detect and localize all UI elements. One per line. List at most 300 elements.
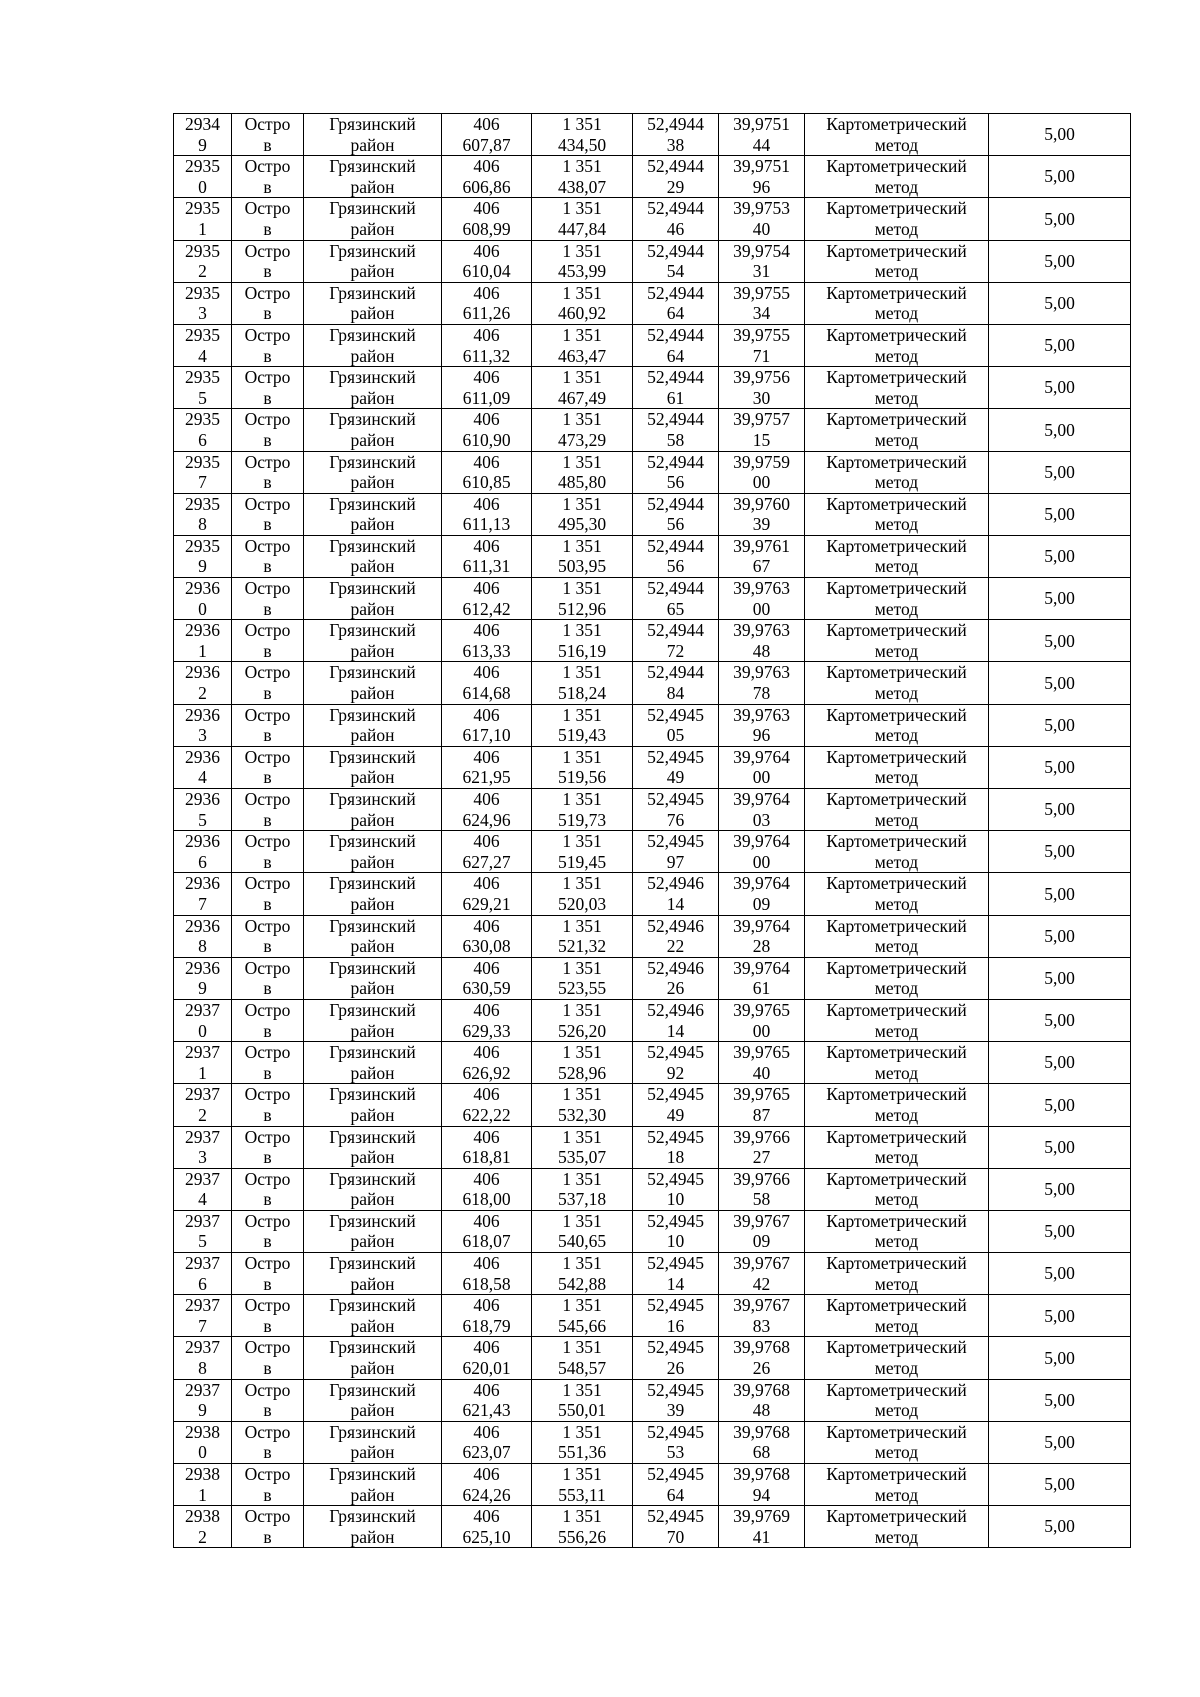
latitude-cell-line-1: 52,4945 xyxy=(647,1084,704,1105)
district-cell-line-2: район xyxy=(350,1400,395,1421)
district-cell xyxy=(304,282,442,324)
point-number-cell-line-2: 9 xyxy=(198,978,207,999)
district-cell-line-1: Грязинский xyxy=(329,535,416,556)
district-cell-line-1: Грязинский xyxy=(329,704,416,725)
longitude-cell-line-1: 39,9763 xyxy=(733,662,790,683)
coord-y-cell-line-1: 1 351 xyxy=(562,114,602,134)
district-cell xyxy=(304,1253,442,1295)
object-type-cell xyxy=(232,1084,304,1126)
point-number-cell-line-1: 2935 xyxy=(185,282,220,303)
point-number-cell xyxy=(174,1084,232,1126)
district-cell xyxy=(304,1168,442,1210)
point-number-cell xyxy=(174,198,232,240)
latitude-cell xyxy=(633,1421,719,1463)
object-type-cell-line-2: в xyxy=(263,936,272,957)
latitude-cell-line-2: 61 xyxy=(666,387,685,408)
object-type-cell xyxy=(232,1421,304,1463)
latitude-cell-line-2: 05 xyxy=(666,725,685,746)
coord-x-cell-line-2: 626,92 xyxy=(462,1062,511,1083)
latitude-cell xyxy=(633,578,719,620)
point-number-cell-line-1: 2936 xyxy=(185,746,220,767)
longitude-cell xyxy=(719,1379,805,1421)
latitude-cell-line-1: 52,4944 xyxy=(647,367,704,388)
coord-x-cell-line-1: 406 xyxy=(473,1126,500,1147)
accuracy-cell: 5,00 xyxy=(989,578,1131,620)
point-number-cell-line-2: 6 xyxy=(198,1273,207,1294)
district-cell xyxy=(304,240,442,282)
point-number-cell-line-2: 7 xyxy=(198,1315,207,1336)
point-number-cell-line-2: 0 xyxy=(198,1442,207,1463)
method-cell-line-1: Картометрический xyxy=(826,1295,967,1316)
coord-y-cell-line-2: 495,30 xyxy=(557,514,607,535)
coord-x-cell-line-1: 406 xyxy=(473,704,500,725)
point-number-cell xyxy=(174,1168,232,1210)
latitude-cell-line-2: 58 xyxy=(666,429,685,450)
method-cell-line-2: метод xyxy=(874,1315,919,1336)
latitude-cell-line-2: 39 xyxy=(666,1400,685,1421)
point-number-cell-line-2: 4 xyxy=(198,1189,207,1210)
object-type-cell-line-1: Остро xyxy=(244,409,291,430)
longitude-cell-line-2: 96 xyxy=(752,176,771,197)
latitude-cell-line-1: 52,4944 xyxy=(647,156,704,177)
district-cell xyxy=(304,1126,442,1168)
method-cell-line-2: метод xyxy=(874,1020,919,1041)
accuracy-cell: 5,00 xyxy=(989,957,1131,999)
latitude-cell-line-2: 64 xyxy=(666,303,685,324)
coord-y-cell-line-2: 523,55 xyxy=(557,978,607,999)
district-cell-line-2: район xyxy=(350,218,395,239)
coord-y-cell xyxy=(532,240,633,282)
district-cell-line-1: Грязинский xyxy=(329,1210,416,1231)
latitude-cell-line-2: 46 xyxy=(666,218,685,239)
coord-x-cell-line-2: 624,26 xyxy=(462,1484,511,1505)
longitude-cell-line-2: 15 xyxy=(752,429,771,450)
longitude-cell-line-1: 39,9760 xyxy=(733,493,790,514)
latitude-cell-line-2: 56 xyxy=(666,556,685,577)
longitude-cell-line-2: 28 xyxy=(752,936,771,957)
accuracy-cell: 5,00 xyxy=(989,1126,1131,1168)
longitude-cell xyxy=(719,324,805,366)
district-cell xyxy=(304,1210,442,1252)
accuracy-cell: 5,00 xyxy=(989,1464,1131,1506)
accuracy-cell: 5,00 xyxy=(989,662,1131,704)
point-number-cell-line-2: 3 xyxy=(198,725,207,746)
accuracy-cell: 5,00 xyxy=(989,789,1131,831)
method-cell-line-2: метод xyxy=(874,1358,919,1379)
coord-y-cell xyxy=(532,1295,633,1337)
coord-x-cell-line-2: 611,09 xyxy=(462,387,511,408)
method-cell-line-1: Картометрический xyxy=(826,662,967,683)
coord-y-cell xyxy=(532,873,633,915)
method-cell-line-2: метод xyxy=(874,725,919,746)
coord-y-cell xyxy=(532,1084,633,1126)
point-number-cell-line-2: 9 xyxy=(198,134,207,155)
district-cell-line-1: Грязинский xyxy=(329,367,416,388)
latitude-cell-line-1: 52,4946 xyxy=(647,915,704,936)
coord-y-cell xyxy=(532,409,633,451)
point-number-cell xyxy=(174,1210,232,1252)
latitude-cell-line-1: 52,4945 xyxy=(647,1253,704,1274)
object-type-cell xyxy=(232,1506,304,1548)
coord-x-cell xyxy=(442,1421,532,1463)
longitude-cell-line-1: 39,9768 xyxy=(733,1379,790,1400)
coord-y-cell-line-1: 1 351 xyxy=(562,1379,602,1400)
coord-x-cell xyxy=(442,831,532,873)
point-number-cell-line-1: 2936 xyxy=(185,578,220,599)
coord-y-cell xyxy=(532,620,633,662)
point-number-cell-line-1: 2935 xyxy=(185,451,220,472)
method-cell-line-1: Картометрический xyxy=(826,915,967,936)
latitude-cell xyxy=(633,1295,719,1337)
district-cell-line-1: Грязинский xyxy=(329,156,416,177)
latitude-cell-line-1: 52,4945 xyxy=(647,1379,704,1400)
district-cell-line-1: Грязинский xyxy=(329,1464,416,1484)
coord-y-cell xyxy=(532,198,633,240)
coordinates-table xyxy=(173,113,1131,1548)
latitude-cell xyxy=(633,156,719,198)
point-number-cell xyxy=(174,1253,232,1295)
method-cell xyxy=(805,156,989,198)
method-cell xyxy=(805,746,989,788)
point-number-cell-line-2: 8 xyxy=(198,1358,207,1379)
method-cell xyxy=(805,1168,989,1210)
method-cell-line-2: метод xyxy=(874,134,919,155)
accuracy-cell: 5,00 xyxy=(989,240,1131,282)
district-cell-line-2: район xyxy=(350,176,395,197)
method-cell-line-2: метод xyxy=(874,1484,919,1505)
latitude-cell-line-2: 18 xyxy=(666,1147,685,1168)
object-type-cell-line-2: в xyxy=(263,134,272,155)
district-cell-line-1: Грязинский xyxy=(329,1295,416,1316)
method-cell xyxy=(805,240,989,282)
coord-y-cell-line-2: 512,96 xyxy=(557,598,607,619)
longitude-cell-line-2: 31 xyxy=(752,261,771,282)
table-row xyxy=(174,1042,1131,1084)
latitude-cell-line-1: 52,4945 xyxy=(647,746,704,767)
point-number-cell-line-1: 2938 xyxy=(185,1421,220,1442)
district-cell xyxy=(304,1042,442,1084)
latitude-cell-line-2: 53 xyxy=(666,1442,685,1463)
table-row xyxy=(174,1253,1131,1295)
district-cell xyxy=(304,704,442,746)
coord-x-cell-line-2: 611,13 xyxy=(462,514,511,535)
object-type-cell xyxy=(232,662,304,704)
point-number-cell-line-1: 2937 xyxy=(185,1126,220,1147)
coord-x-cell-line-2: 629,33 xyxy=(462,1020,511,1041)
accuracy-cell: 5,00 xyxy=(989,1210,1131,1252)
method-cell-line-2: метод xyxy=(874,936,919,957)
object-type-cell-line-2: в xyxy=(263,809,272,830)
coord-y-cell-line-1: 1 351 xyxy=(562,957,602,978)
coord-y-cell-line-1: 1 351 xyxy=(562,409,602,430)
coord-y-cell-line-2: 519,43 xyxy=(557,725,607,746)
coord-y-cell xyxy=(532,831,633,873)
district-cell-line-1: Грязинский xyxy=(329,915,416,936)
point-number-cell xyxy=(174,1379,232,1421)
latitude-cell xyxy=(633,114,719,156)
coord-x-cell xyxy=(442,662,532,704)
point-number-cell xyxy=(174,114,232,156)
longitude-cell xyxy=(719,1506,805,1548)
object-type-cell-line-1: Остро xyxy=(244,493,291,514)
object-type-cell xyxy=(232,831,304,873)
longitude-cell xyxy=(719,1168,805,1210)
table-row xyxy=(174,535,1131,577)
object-type-cell-line-2: в xyxy=(263,767,272,788)
coord-x-cell-line-2: 621,43 xyxy=(462,1400,511,1421)
coord-y-cell-line-1: 1 351 xyxy=(562,873,602,894)
district-cell xyxy=(304,409,442,451)
coord-y-cell-line-2: 545,66 xyxy=(557,1315,607,1336)
object-type-cell-line-1: Остро xyxy=(244,1042,291,1063)
latitude-cell-line-1: 52,4945 xyxy=(647,831,704,852)
latitude-cell-line-1: 52,4946 xyxy=(647,999,704,1020)
latitude-cell-line-2: 14 xyxy=(666,893,685,914)
object-type-cell-line-2: в xyxy=(263,261,272,282)
district-cell-line-2: район xyxy=(350,893,395,914)
coord-x-cell-line-2: 611,31 xyxy=(462,556,511,577)
district-cell-line-2: район xyxy=(350,514,395,535)
longitude-cell-line-2: 30 xyxy=(752,387,771,408)
district-cell-line-2: район xyxy=(350,134,395,155)
latitude-cell xyxy=(633,831,719,873)
coord-y-cell-line-1: 1 351 xyxy=(562,704,602,725)
object-type-cell xyxy=(232,1126,304,1168)
latitude-cell xyxy=(633,746,719,788)
method-cell xyxy=(805,662,989,704)
table-row xyxy=(174,451,1131,493)
district-cell-line-1: Грязинский xyxy=(329,114,416,134)
longitude-cell-line-1: 39,9767 xyxy=(733,1295,790,1316)
object-type-cell-line-1: Остро xyxy=(244,1421,291,1442)
accuracy-cell: 5,00 xyxy=(989,451,1131,493)
object-type-cell xyxy=(232,999,304,1041)
method-cell-line-2: метод xyxy=(874,556,919,577)
coord-x-cell-line-2: 630,59 xyxy=(462,978,511,999)
longitude-cell xyxy=(719,831,805,873)
longitude-cell-line-1: 39,9763 xyxy=(733,620,790,641)
coord-y-cell xyxy=(532,1253,633,1295)
point-number-cell xyxy=(174,367,232,409)
point-number-cell-line-2: 1 xyxy=(198,640,207,661)
method-cell-line-2: метод xyxy=(874,387,919,408)
method-cell-line-2: метод xyxy=(874,1273,919,1294)
object-type-cell-line-1: Остро xyxy=(244,662,291,683)
object-type-cell-line-1: Остро xyxy=(244,198,291,219)
table-row xyxy=(174,789,1131,831)
latitude-cell-line-2: 56 xyxy=(666,514,685,535)
point-number-cell xyxy=(174,620,232,662)
coord-x-cell-line-2: 606,86 xyxy=(462,176,511,197)
latitude-cell xyxy=(633,999,719,1041)
method-cell xyxy=(805,1464,989,1506)
method-cell-line-2: метод xyxy=(874,1104,919,1125)
object-type-cell-line-2: в xyxy=(263,303,272,324)
longitude-cell-line-2: 27 xyxy=(752,1147,771,1168)
latitude-cell-line-1: 52,4944 xyxy=(647,662,704,683)
accuracy-cell: 5,00 xyxy=(989,282,1131,324)
coord-y-cell-line-1: 1 351 xyxy=(562,1210,602,1231)
object-type-cell xyxy=(232,409,304,451)
longitude-cell-line-1: 39,9761 xyxy=(733,535,790,556)
district-cell-line-2: район xyxy=(350,1358,395,1379)
district-cell-line-2: район xyxy=(350,683,395,704)
table-row xyxy=(174,662,1131,704)
object-type-cell xyxy=(232,156,304,198)
district-cell-line-2: район xyxy=(350,1147,395,1168)
method-cell-line-2: метод xyxy=(874,176,919,197)
accuracy-cell: 5,00 xyxy=(989,915,1131,957)
latitude-cell-line-1: 52,4944 xyxy=(647,451,704,472)
point-number-cell-line-1: 2938 xyxy=(185,1506,220,1527)
method-cell xyxy=(805,114,989,156)
point-number-cell xyxy=(174,1421,232,1463)
coord-y-cell-line-2: 556,26 xyxy=(557,1526,607,1547)
method-cell-line-2: метод xyxy=(874,640,919,661)
object-type-cell-line-1: Остро xyxy=(244,1210,291,1231)
method-cell-line-2: метод xyxy=(874,303,919,324)
district-cell xyxy=(304,535,442,577)
coord-y-cell-line-1: 1 351 xyxy=(562,367,602,388)
coord-x-cell-line-2: 618,79 xyxy=(462,1315,511,1336)
object-type-cell xyxy=(232,493,304,535)
longitude-cell-line-2: 96 xyxy=(752,725,771,746)
district-cell xyxy=(304,156,442,198)
accuracy-cell: 5,00 xyxy=(989,1253,1131,1295)
object-type-cell-line-2: в xyxy=(263,1189,272,1210)
coord-x-cell xyxy=(442,999,532,1041)
point-number-cell-line-2: 3 xyxy=(198,1147,207,1168)
coord-y-cell xyxy=(532,957,633,999)
object-type-cell-line-2: в xyxy=(263,640,272,661)
longitude-cell-line-1: 39,9769 xyxy=(733,1506,790,1527)
method-cell-line-1: Картометрический xyxy=(826,409,967,430)
latitude-cell xyxy=(633,1168,719,1210)
coord-x-cell xyxy=(442,367,532,409)
district-cell xyxy=(304,367,442,409)
latitude-cell-line-1: 52,4945 xyxy=(647,1295,704,1316)
coord-x-cell-line-1: 406 xyxy=(473,957,500,978)
coord-x-cell-line-2: 623,07 xyxy=(462,1442,511,1463)
object-type-cell-line-2: в xyxy=(263,893,272,914)
point-number-cell-line-2: 0 xyxy=(198,1020,207,1041)
coord-y-cell-line-2: 532,30 xyxy=(557,1104,607,1125)
district-cell xyxy=(304,1464,442,1506)
object-type-cell xyxy=(232,1295,304,1337)
point-number-cell xyxy=(174,156,232,198)
method-cell-line-1: Картометрический xyxy=(826,1421,967,1442)
table-row xyxy=(174,1084,1131,1126)
longitude-cell-line-2: 00 xyxy=(752,767,771,788)
object-type-cell xyxy=(232,1253,304,1295)
method-cell-line-2: метод xyxy=(874,598,919,619)
latitude-cell-line-2: 29 xyxy=(666,176,685,197)
table-body xyxy=(174,114,1131,1548)
coord-y-cell xyxy=(532,789,633,831)
point-number-cell-line-1: 2936 xyxy=(185,957,220,978)
point-number-cell-line-1: 2934 xyxy=(185,114,220,134)
point-number-cell xyxy=(174,1464,232,1506)
longitude-cell-line-2: 00 xyxy=(752,472,771,493)
object-type-cell-line-1: Остро xyxy=(244,114,291,134)
district-cell-line-1: Грязинский xyxy=(329,789,416,809)
object-type-cell xyxy=(232,282,304,324)
coord-x-cell xyxy=(442,1210,532,1252)
coord-y-cell xyxy=(532,704,633,746)
latitude-cell-line-1: 52,4946 xyxy=(647,873,704,894)
longitude-cell-line-1: 39,9764 xyxy=(733,873,790,894)
point-number-cell-line-1: 2936 xyxy=(185,873,220,894)
object-type-cell-line-1: Остро xyxy=(244,1337,291,1358)
longitude-cell-line-2: 48 xyxy=(752,1400,771,1421)
point-number-cell-line-1: 2935 xyxy=(185,409,220,430)
longitude-cell xyxy=(719,789,805,831)
accuracy-cell: 5,00 xyxy=(989,114,1131,156)
method-cell xyxy=(805,282,989,324)
coord-x-cell-line-1: 406 xyxy=(473,451,500,472)
coord-x-cell-line-2: 613,33 xyxy=(462,640,511,661)
longitude-cell xyxy=(719,873,805,915)
coord-x-cell xyxy=(442,114,532,156)
table-row xyxy=(174,915,1131,957)
object-type-cell-line-1: Остро xyxy=(244,240,291,261)
district-cell-line-2: район xyxy=(350,1484,395,1505)
method-cell-line-1: Картометрический xyxy=(826,789,967,809)
coord-x-cell-line-2: 630,08 xyxy=(462,936,511,957)
coord-x-cell-line-2: 625,10 xyxy=(462,1526,511,1547)
method-cell-line-1: Картометрический xyxy=(826,451,967,472)
latitude-cell-line-1: 52,4946 xyxy=(647,957,704,978)
latitude-cell-line-1: 52,4945 xyxy=(647,704,704,725)
coord-x-cell-line-1: 406 xyxy=(473,324,500,345)
latitude-cell xyxy=(633,1379,719,1421)
coord-y-cell-line-2: 467,49 xyxy=(557,387,607,408)
longitude-cell-line-2: 61 xyxy=(752,978,771,999)
latitude-cell xyxy=(633,915,719,957)
longitude-cell-line-2: 83 xyxy=(752,1315,771,1336)
point-number-cell-line-1: 2937 xyxy=(185,999,220,1020)
latitude-cell-line-1: 52,4945 xyxy=(647,1210,704,1231)
coord-x-cell-line-2: 618,00 xyxy=(462,1189,511,1210)
object-type-cell xyxy=(232,324,304,366)
object-type-cell xyxy=(232,535,304,577)
district-cell-line-1: Грязинский xyxy=(329,620,416,641)
coord-y-cell xyxy=(532,999,633,1041)
coord-x-cell xyxy=(442,156,532,198)
district-cell-line-2: район xyxy=(350,936,395,957)
longitude-cell-line-1: 39,9766 xyxy=(733,1126,790,1147)
point-number-cell-line-1: 2936 xyxy=(185,620,220,641)
point-number-cell-line-2: 6 xyxy=(198,851,207,872)
object-type-cell xyxy=(232,578,304,620)
table-row xyxy=(174,282,1131,324)
coord-y-cell xyxy=(532,114,633,156)
table-row xyxy=(174,1168,1131,1210)
coord-x-cell xyxy=(442,324,532,366)
object-type-cell-line-1: Остро xyxy=(244,156,291,177)
longitude-cell-line-2: 09 xyxy=(752,893,771,914)
accuracy-cell: 5,00 xyxy=(989,1295,1131,1337)
method-cell-line-1: Картометрический xyxy=(826,1464,967,1484)
accuracy-cell: 5,00 xyxy=(989,1506,1131,1548)
district-cell xyxy=(304,620,442,662)
district-cell-line-2: район xyxy=(350,472,395,493)
coord-x-cell xyxy=(442,1464,532,1506)
latitude-cell-line-2: 22 xyxy=(666,936,685,957)
coord-x-cell xyxy=(442,1253,532,1295)
method-cell xyxy=(805,493,989,535)
method-cell-line-2: метод xyxy=(874,809,919,830)
